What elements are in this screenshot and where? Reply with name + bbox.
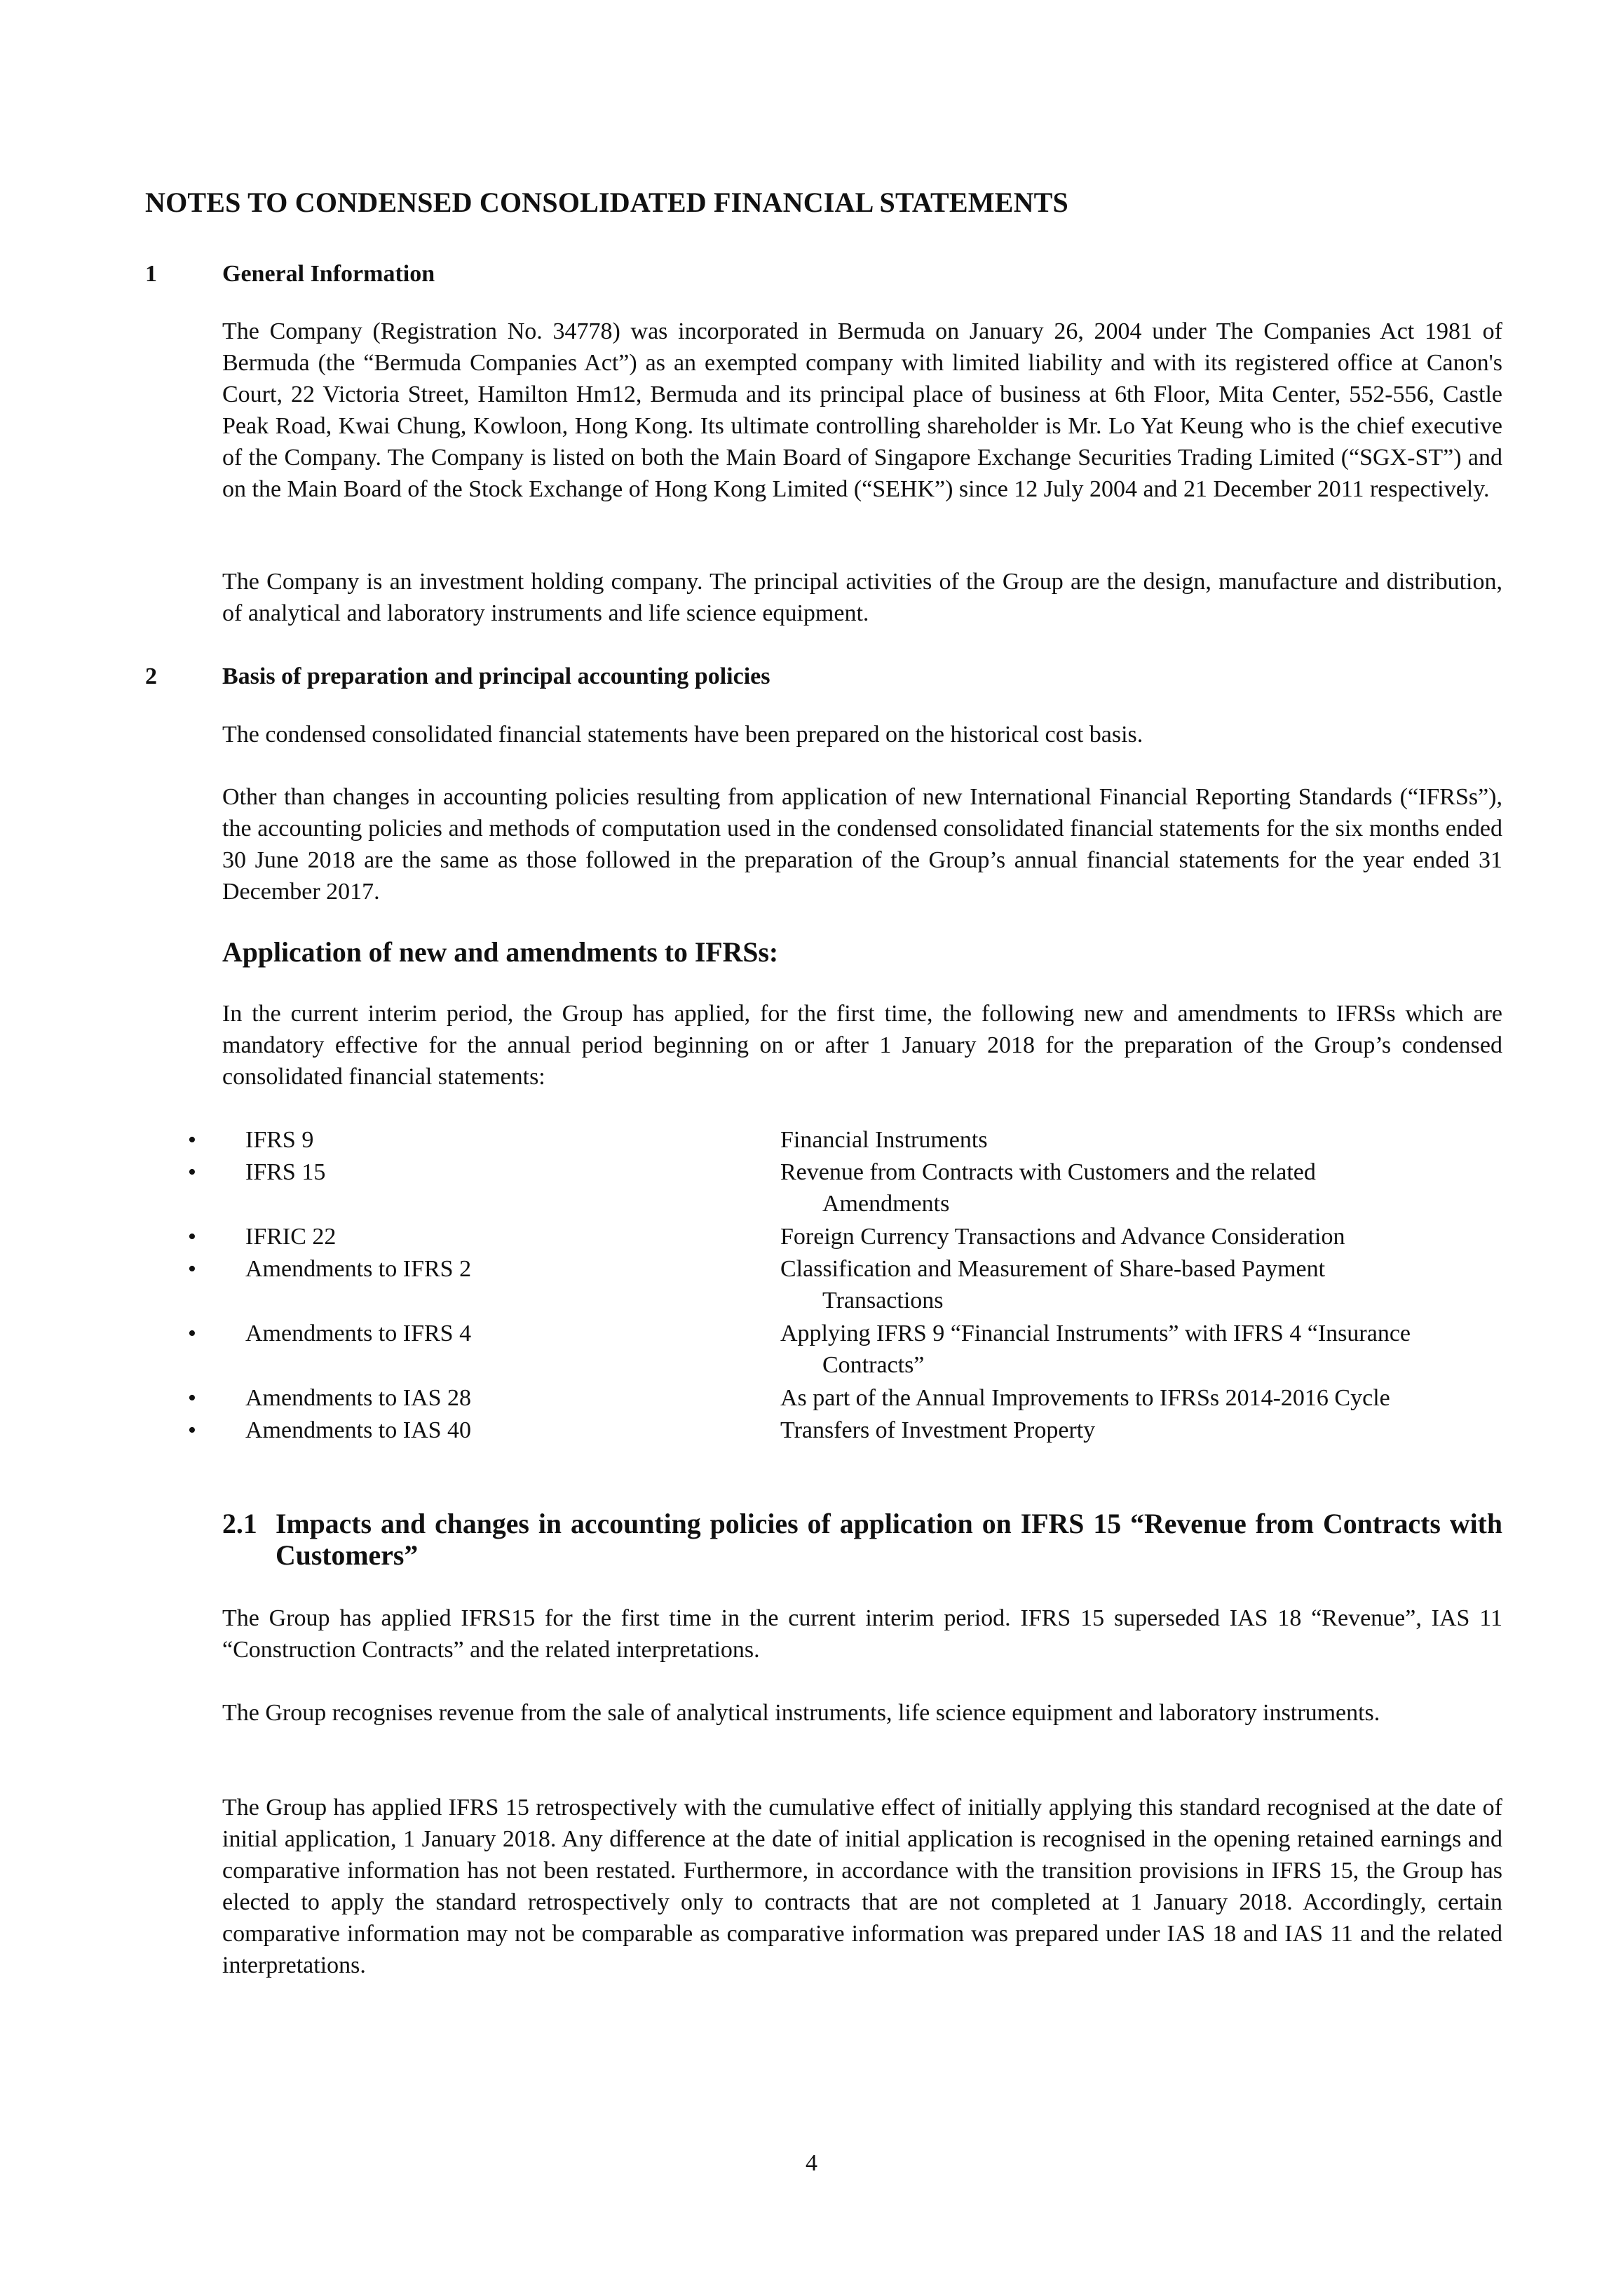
revenue-recognition-paragraph: The Group recognises revenue from the sale of analytical instruments, life science equipment and laboratory instruments. [222, 1700, 1380, 1726]
section-1-heading [145, 258, 435, 290]
bullet-icon: • [188, 1224, 196, 1250]
standard-code: Amendments to IFRS 2 [245, 1256, 472, 1282]
subsection-2-1-number: 2.1 [222, 1508, 257, 1539]
standard-description [780, 1156, 1523, 1220]
subsection-2-1-heading [222, 1508, 1502, 1572]
accounting-policies-paragraph: Other than changes in accounting policies resulting from application of new International Financial Reporting Standards (“IFRSs”), the accounting policies and methods of computation used in the condensed consolidated financial statements for the six months ended 30 June 2018 are the same as those followed in the preparation of the Group’s annual financial statements for the year ended 31 December 2017. [222, 784, 1502, 905]
section-2-number: 2 [145, 663, 157, 689]
standard-code: Amendments to IAS 40 [245, 1417, 472, 1443]
description-continuation: Transactions [822, 1288, 944, 1314]
section-1-title: General Information [222, 261, 435, 287]
bullet-icon: • [188, 1256, 196, 1282]
description-line: Transfers of Investment Property [780, 1417, 1096, 1443]
standard-description [780, 1124, 1523, 1156]
retrospective-application-paragraph: The Group has applied IFRS 15 retrospectively with the cumulative effect of initially applying this standard recognised at the date of initial application, 1 January 2018. Any difference at the date of initial application is recognised in the opening retained earnings and comparative information has not been restated. Furthermore, in accordance with the transition provisions in IFRS 15, the Group has elected to apply the standard retrospectively only to contracts that are not completed at 1 January 2018. Accordingly, certain comparative information may not be comparable as comparative information was prepared under IAS 18 and IAS 11 and the related interpretations. [222, 1795, 1502, 1978]
bullet-icon: • [188, 1321, 196, 1346]
bullet-icon: • [188, 1385, 196, 1411]
description-line: Financial Instruments [780, 1127, 988, 1153]
ifrs-application-subheading: Application of new and amendments to IFRSs: [222, 937, 779, 968]
description-line: Revenue from Contracts with Customers and the related [780, 1159, 1316, 1185]
bullet-icon: • [188, 1417, 196, 1443]
standard-description [780, 1414, 1523, 1446]
section-1-number: 1 [145, 261, 157, 287]
description-line: As part of the Annual Improvements to IFRSs 2014-2016 Cycle [780, 1385, 1390, 1411]
ifrs15-first-time-paragraph: The Group has applied IFRS15 for the first time in the current interim period. IFRS 15 superseded IAS 18 “Revenue”, IAS 11 “Construction Contracts” and the related interpretations. [222, 1605, 1502, 1663]
description-continuation: Amendments [822, 1191, 950, 1217]
bullet-icon: • [188, 1127, 196, 1153]
description-line: Classification and Measurement of Share-based Payment [780, 1256, 1326, 1282]
standard-code: IFRIC 22 [245, 1224, 337, 1250]
section-2-title: Basis of preparation and principal accounting policies [222, 663, 770, 689]
principal-activities-paragraph: The Company is an investment holding company. The principal activities of the Group are the design, manufacture and distribution, of analytical and laboratory instruments and life science equipment. [222, 569, 1502, 626]
subsection-2-1-title: Impacts and changes in accounting policies of application on IFRS 15 “Revenue from Contracts with Customers” [276, 1508, 1502, 1571]
standard-description [780, 1221, 1523, 1252]
standard-code: Amendments to IAS 28 [245, 1385, 472, 1411]
page-title: NOTES TO CONDENSED CONSOLIDATED FINANCIAL STATEMENTS [145, 187, 1069, 218]
description-line: Applying IFRS 9 “Financial Instruments” with IFRS 4 “Insurance [780, 1321, 1411, 1346]
standard-description [780, 1253, 1523, 1316]
general-info-paragraph: The Company (Registration No. 34778) was incorporated in Bermuda on January 26, 2004 under The Companies Act 1981 of Bermuda (the “Bermuda Companies Act”) as an exempted company with limited liability and with its registered office at Canon's Court, 22 Victoria Street, Hamilton Hm12, Bermuda and its principal place of business at 6th Floor, Mita Center, 552-556, Castle Peak Road, Kwai Chung, Kowloon, Hong Kong. Its ultimate controlling shareholder is Mr. Lo Yat Keung who is the chief executive of the Company. The Company is listed on both the Main Board of Singapore Exchange Securities Trading Limited (“SGX-ST”) and on the Main Board of the Stock Exchange of Hong Kong Limited (“SEHK”) since 12 July 2004 and 21 December 2011 respectively. [222, 318, 1502, 502]
historical-cost-paragraph: The condensed consolidated financial statements have been prepared on the historical cost basis. [222, 722, 1143, 748]
description-continuation: Contracts” [822, 1352, 925, 1378]
standard-code: Amendments to IFRS 4 [245, 1321, 472, 1346]
page-number: 4 [806, 2150, 817, 2176]
ifrs-application-intro: In the current interim period, the Group has applied, for the first time, the following new and amendments to IFRSs which are mandatory effective for the annual period beginning on or after 1 January 2018 for the preparation of the Group’s condensed consolidated financial statements: [222, 1001, 1502, 1090]
standard-code: IFRS 15 [245, 1159, 326, 1185]
standard-code: IFRS 9 [245, 1127, 314, 1153]
standard-description [780, 1318, 1523, 1381]
section-2-heading [145, 661, 770, 692]
description-line: Foreign Currency Transactions and Advance Consideration [780, 1224, 1345, 1250]
bullet-icon: • [188, 1159, 196, 1185]
standard-description [780, 1382, 1523, 1414]
